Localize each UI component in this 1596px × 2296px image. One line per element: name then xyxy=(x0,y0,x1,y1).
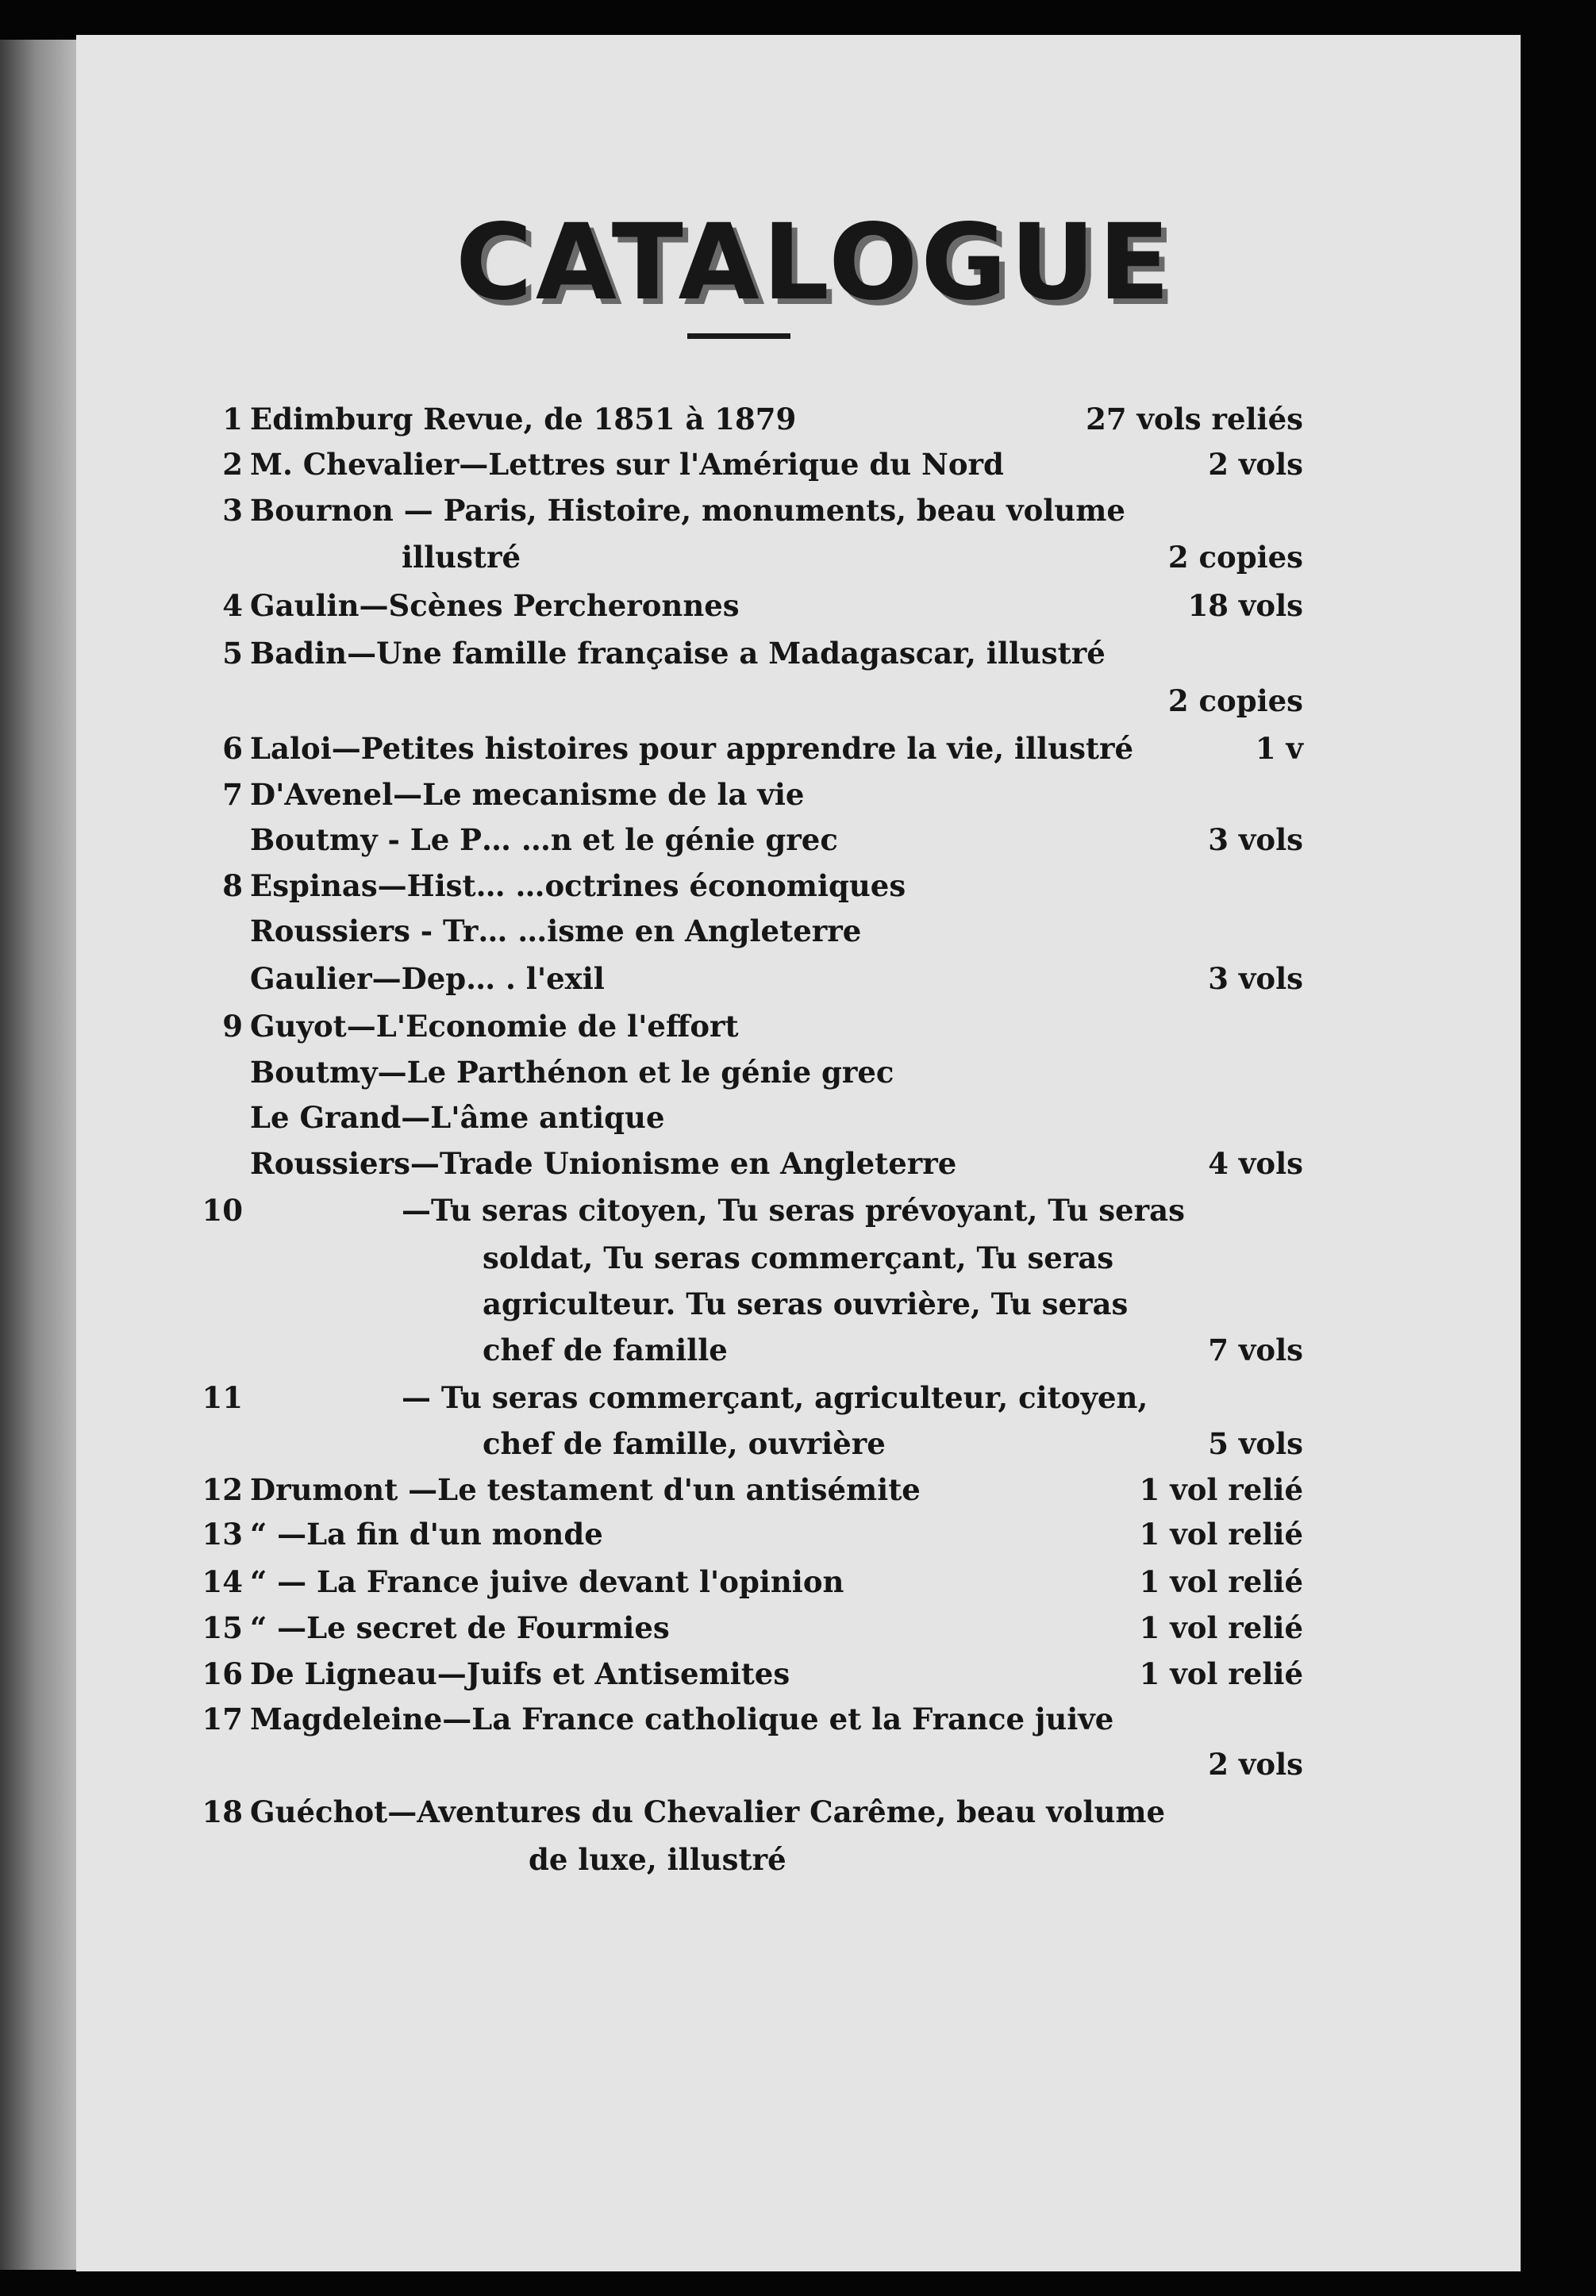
catalogue-entry xyxy=(187,725,1303,771)
catalogue-entry xyxy=(187,956,1303,1002)
entry-number: 18 xyxy=(202,1794,243,1829)
catalogue-entry xyxy=(187,1836,1303,1883)
entry-text: Boutmy—Le Parthénon et le génie grec xyxy=(250,1055,894,1090)
entry-number: 3 xyxy=(222,493,243,528)
entry-text: Laloi—Petites histoires pour apprendre la vie, illustré xyxy=(250,731,1134,766)
entry-quantity: 1 vol relié xyxy=(1139,1517,1303,1552)
entry-number: 11 xyxy=(202,1380,243,1415)
entry-quantity: 4 vols xyxy=(1208,1146,1303,1181)
entry-text: Boutmy - Le P… …n et le génie grec xyxy=(250,822,838,857)
entry-number: 12 xyxy=(202,1472,243,1507)
entry-text: Badin—Une famille française a Madagascar, illustré xyxy=(250,636,1106,671)
catalogue-entry xyxy=(187,1187,1303,1233)
entry-number: 7 xyxy=(222,777,243,812)
entry-text: illustré xyxy=(402,540,521,575)
entry-text: De Ligneau—Juifs et Antisemites xyxy=(250,1656,790,1691)
entry-text: Gaulier—Dep… . l'exil xyxy=(250,961,605,996)
entry-text: “ — La France juive devant l'opinion xyxy=(250,1564,844,1599)
entry-quantity: 1 vol relié xyxy=(1139,1610,1303,1645)
catalogue-entry xyxy=(187,908,1303,954)
catalogue-entry xyxy=(187,771,1303,817)
entry-number: 9 xyxy=(222,1009,243,1044)
catalogue-entry xyxy=(187,1559,1303,1605)
entry-text: Le Grand—L'âme antique xyxy=(250,1100,665,1135)
entry-text: Edimburg Revue, de 1851 à 1879 xyxy=(250,402,797,437)
entry-quantity: 1 vol relié xyxy=(1139,1472,1303,1507)
entry-text: M. Chevalier—Lettres sur l'Amérique du Nord xyxy=(250,447,1004,482)
entry-quantity: 3 vols xyxy=(1208,822,1303,857)
entry-number: 2 xyxy=(222,447,243,482)
entry-number: 17 xyxy=(202,1702,243,1736)
entry-text: Espinas—Hist… …octrines économiques xyxy=(250,868,906,903)
entry-text: chef de famille xyxy=(483,1333,728,1367)
entry-text: agriculteur. Tu seras ouvrière, Tu seras xyxy=(483,1286,1129,1321)
catalogue-entry xyxy=(187,1281,1303,1327)
catalogue-entry xyxy=(187,1003,1303,1049)
catalogue-entry xyxy=(187,817,1303,863)
catalogue-entry xyxy=(187,1789,1303,1835)
catalogue-entries xyxy=(76,35,1521,2271)
catalogue-page xyxy=(76,35,1521,2271)
entry-quantity: 2 copies xyxy=(1167,683,1303,718)
entry-quantity: 2 copies xyxy=(1167,540,1303,575)
catalogue-entry xyxy=(187,1605,1303,1651)
entry-text: Guéchot—Aventures du Chevalier Carême, beau volume xyxy=(250,1794,1166,1829)
entry-text: “ —La fin d'un monde xyxy=(250,1517,603,1552)
entry-text: “ —Le secret de Fourmies xyxy=(250,1610,670,1645)
entry-quantity: 3 vols xyxy=(1208,961,1303,996)
entry-quantity: 1 vol relié xyxy=(1139,1656,1303,1691)
entry-text: Magdeleine—La France catholique et la France juive xyxy=(250,1702,1114,1736)
catalogue-entry xyxy=(187,396,1303,442)
entry-text: soldat, Tu seras commerçant, Tu seras xyxy=(483,1240,1114,1275)
entry-quantity: 2 vols xyxy=(1208,1747,1303,1782)
entry-text: Roussiers - Tr… …isme en Angleterre xyxy=(250,913,862,948)
entry-text: D'Avenel—Le mecanisme de la vie xyxy=(250,777,805,812)
catalogue-title: CATALOGUE xyxy=(455,202,1174,324)
catalogue-entry xyxy=(187,1511,1303,1557)
entry-quantity: 1 v xyxy=(1255,731,1303,766)
catalogue-entry xyxy=(187,441,1303,487)
catalogue-entry xyxy=(187,1049,1303,1095)
entry-text: chef de famille, ouvrière xyxy=(483,1426,886,1461)
entry-quantity: 27 vols reliés xyxy=(1086,402,1303,437)
entry-number: 4 xyxy=(222,588,243,623)
entry-number: 14 xyxy=(202,1564,243,1599)
catalogue-entry xyxy=(187,1651,1303,1697)
catalogue-entry xyxy=(187,863,1303,909)
catalogue-entry xyxy=(187,1327,1303,1373)
catalogue-entry xyxy=(187,1741,1303,1787)
entry-text: Gaulin—Scènes Percheronnes xyxy=(250,588,740,623)
catalogue-entry xyxy=(187,1375,1303,1421)
entry-number: 1 xyxy=(222,402,243,437)
entry-text: de luxe, illustré xyxy=(529,1842,786,1877)
entry-quantity: 1 vol relié xyxy=(1139,1564,1303,1599)
entry-text: — Tu seras commerçant, agriculteur, citoyen, xyxy=(402,1380,1148,1415)
entry-quantity: 2 vols xyxy=(1208,447,1303,482)
entry-number: 6 xyxy=(222,731,243,766)
entry-number: 8 xyxy=(222,868,243,903)
catalogue-entry xyxy=(187,630,1303,676)
book-spine-edge xyxy=(0,40,79,2270)
entry-number: 16 xyxy=(202,1656,243,1691)
catalogue-entry xyxy=(187,487,1303,533)
catalogue-entry xyxy=(187,1421,1303,1467)
entry-text: Bournon — Paris, Histoire, monuments, beau volume xyxy=(250,493,1125,528)
entry-number: 5 xyxy=(222,636,243,671)
entry-quantity: 5 vols xyxy=(1208,1426,1303,1461)
catalogue-entry xyxy=(187,534,1303,580)
entry-text: Roussiers—Trade Unionisme en Angleterre xyxy=(250,1146,957,1181)
catalogue-entry xyxy=(187,1094,1303,1140)
entry-text: —Tu seras citoyen, Tu seras prévoyant, Tu seras xyxy=(402,1193,1185,1228)
catalogue-entry xyxy=(187,583,1303,629)
catalogue-entry xyxy=(187,678,1303,724)
entry-text: Drumont —Le testament d'un antisémite xyxy=(250,1472,921,1507)
entry-text: Guyot—L'Economie de l'effort xyxy=(250,1009,739,1044)
entry-number: 15 xyxy=(202,1610,243,1645)
entry-number: 10 xyxy=(202,1193,243,1228)
catalogue-entry xyxy=(187,1696,1303,1742)
catalogue-entry xyxy=(187,1140,1303,1186)
entry-quantity: 18 vols xyxy=(1187,588,1303,623)
entry-quantity: 7 vols xyxy=(1208,1333,1303,1367)
catalogue-entry xyxy=(187,1467,1303,1513)
catalogue-entry xyxy=(187,1235,1303,1281)
entry-number: 13 xyxy=(202,1517,243,1552)
